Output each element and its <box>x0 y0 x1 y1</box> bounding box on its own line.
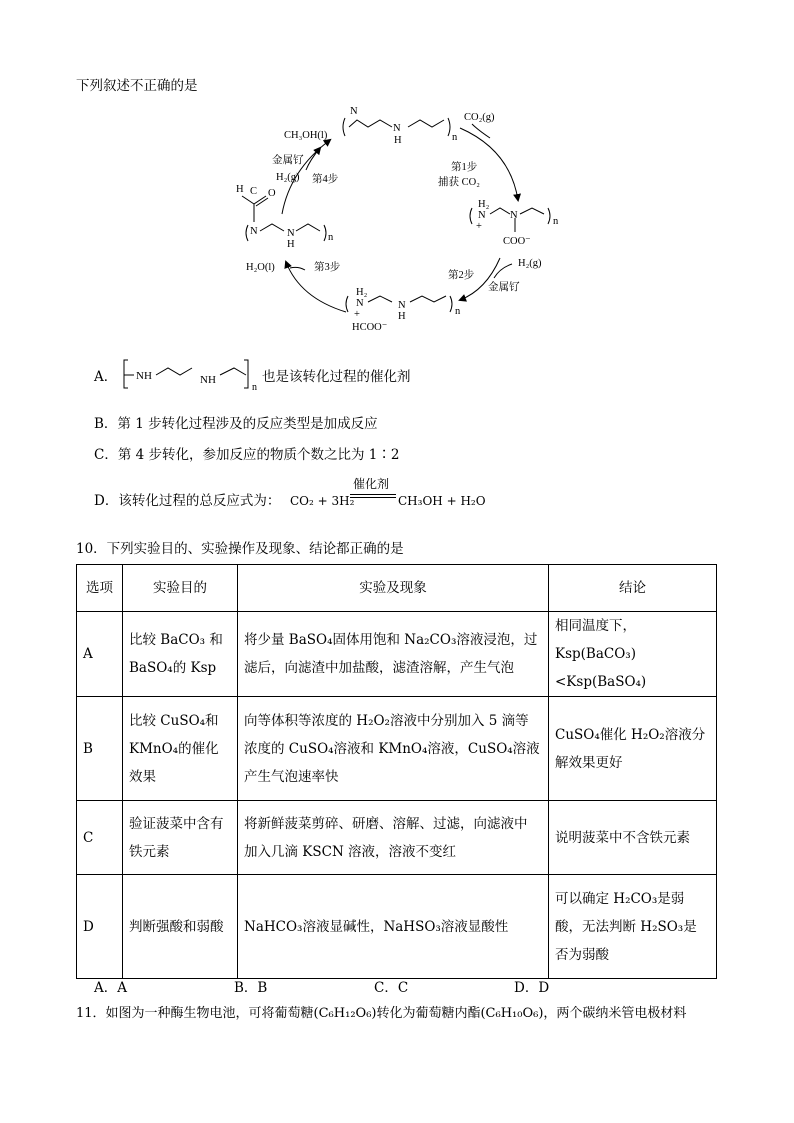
polymer-left-o: O <box>268 188 276 199</box>
h2-right-feed-arrow <box>494 264 512 278</box>
step1-capture-label: 捕获 CO₂ <box>438 177 480 188</box>
polymer-right-coo: COO⁻ <box>503 236 531 247</box>
polymer-top-n-sub: n <box>452 132 458 143</box>
header-phenomenon: 实验及现象 <box>238 565 549 612</box>
table-row <box>77 875 717 979</box>
header-conclusion: 结论 <box>549 565 717 612</box>
polymer-bottom-h: H <box>398 311 406 322</box>
row-b-phenomenon: 向等体积等浓度的 H₂O₂溶液中分别加入 5 滴等 浓度的 CuSO₄溶液和 KMnO₄溶液，CuSO₄溶液 产生气泡速率快 <box>238 697 549 801</box>
polymer-bottom-n2: N <box>398 300 406 311</box>
row-c-option: C <box>77 801 123 875</box>
equation-right: CH₃OH + H₂O <box>398 494 486 508</box>
polymer-top-n1: N <box>350 106 358 117</box>
row-c-conclusion: 说明菠菜中不含铁元素 <box>549 801 717 875</box>
question-intro: 下列叙述不正确的是 <box>76 78 198 94</box>
polymer-bottom-hcoo: HCOO⁻ <box>352 322 388 333</box>
h2o-out-arrow <box>290 267 305 270</box>
h2-left-label: H₂(g) <box>276 172 300 183</box>
row-a-purpose: 比较 BaCO₃ 和 BaSO₄的 Ksp <box>123 612 238 697</box>
equation-left: CO₂ + 3H₂ <box>290 494 355 508</box>
question-10-options <box>94 976 654 996</box>
polymer-right-n1: N <box>478 210 486 221</box>
row-b-purpose: 比较 CuSO₄和 KMnO₄的催化 效果 <box>123 697 238 801</box>
choice-c: C．C <box>374 980 409 996</box>
header-option: 选项 <box>77 565 123 612</box>
polymer-left-h: H <box>236 184 244 195</box>
table-row <box>77 612 717 697</box>
ch3oh-label: CH₃OH(l) <box>284 130 328 141</box>
option-b: B．第 1 步转化过程涉及的反应类型是加成反应 <box>94 416 378 432</box>
equation-catalyst: 催化剂 <box>353 477 390 491</box>
row-c-purpose: 验证菠菜中含有 铁元素 <box>123 801 238 875</box>
polymer-right-n-sub: n <box>553 216 559 227</box>
polymer-top-n2: N <box>393 123 401 134</box>
polymer-bottom-plus: + <box>354 309 360 320</box>
option-a-polymer <box>120 356 270 392</box>
polymer-left-n-sub: n <box>328 232 334 243</box>
choice-d: D．D <box>514 980 550 996</box>
row-d-option: D <box>77 875 123 979</box>
row-b-conclusion: CuSO₄催化 H₂O₂溶液分 解效果更好 <box>549 697 717 801</box>
ruthenium-right-label: 金属钌 <box>488 282 520 293</box>
polymer-bottom-n-sub: n <box>455 306 461 317</box>
header-purpose: 实验目的 <box>123 565 238 612</box>
polymer-right-n2: N <box>510 210 518 221</box>
row-b-option: B <box>77 697 123 801</box>
row-a-conclusion: 相同温度下， Ksp(BaCO₃)<Ksp(BaSO₄) <box>549 612 717 697</box>
option-a-n: n <box>252 382 257 392</box>
row-c-phenomenon: 将新鲜菠菜剪碎、研磨、溶解、过滤，向滤液中 加入几滴 KSCN 溶液，溶液不变红 <box>238 801 549 875</box>
ruthenium-left-label: 金属钌 <box>272 155 304 166</box>
row-d-purpose: 判断强酸和弱酸 <box>123 875 238 979</box>
row-a-option: A <box>77 612 123 697</box>
table-row <box>77 697 717 801</box>
question-10-stem: 10．下列实验目的、实验操作及现象、结论都正确的是 <box>76 541 404 557</box>
polymer-right-plus: + <box>476 221 482 232</box>
polymer-right-h2: H₂ <box>478 199 490 210</box>
polymer-left-n2: N <box>287 228 295 239</box>
step4-label: 第4步 <box>312 174 339 185</box>
choice-b: B．B <box>234 980 268 996</box>
option-a-prefix: A． <box>94 369 118 385</box>
experiment-table <box>76 564 717 979</box>
row-a-phenomenon: 将少量 BaSO₄固体用饱和 Na₂CO₃溶液浸泡，过 滤后，向滤渣中加盐酸，滤渣溶解，产生气泡 <box>238 612 549 697</box>
option-c: C．第 4 步转化，参加反应的物质个数之比为 1∶2 <box>94 447 400 463</box>
polymer-bottom-h2: H₂ <box>356 287 368 298</box>
row-d-conclusion: 可以确定 H₂CO₃是弱 酸，无法判断 H₂SO₃是 否为弱酸 <box>549 875 717 979</box>
h2o-label: H₂O(l) <box>246 262 275 273</box>
equation-double-line <box>350 494 396 498</box>
polymer-left-h2: H <box>287 239 295 250</box>
step3-label: 第3步 <box>314 262 341 273</box>
option-a-nh2: NH <box>200 374 216 386</box>
table-header-row <box>77 565 717 612</box>
step2-label: 第2步 <box>448 270 475 281</box>
step1-label: 第1步 <box>451 162 478 173</box>
option-a-nh1: NH <box>136 370 152 382</box>
polymer-bottom-n1: N <box>356 298 364 309</box>
h2-right-label: H₂(g) <box>518 258 542 269</box>
catalytic-cycle-diagram <box>0 0 794 360</box>
question-11-stem: 11．如图为一种酶生物电池，可将葡萄糖(C₆H₁₂O₆)转化为葡萄糖内酯(C₆H₁₀O₆)，两个碳纳米管电极材料 <box>76 1006 687 1021</box>
polymer-left-c: C <box>250 186 258 197</box>
choice-a: A．A <box>94 980 127 996</box>
polymer-left-n1: N <box>250 226 258 237</box>
option-d-prefix: D．该转化过程的总反应式为： <box>94 493 281 509</box>
ch3oh-out-arrow <box>306 148 320 170</box>
polymer-top-h: H <box>394 135 402 146</box>
co2-label: CO₂(g) <box>464 112 495 123</box>
option-a-text: 也是该转化过程的催化剂 <box>262 369 411 385</box>
row-d-phenomenon: NaHCO₃溶液显碱性，NaHSO₃溶液显酸性 <box>238 875 549 979</box>
table-row <box>77 801 717 875</box>
